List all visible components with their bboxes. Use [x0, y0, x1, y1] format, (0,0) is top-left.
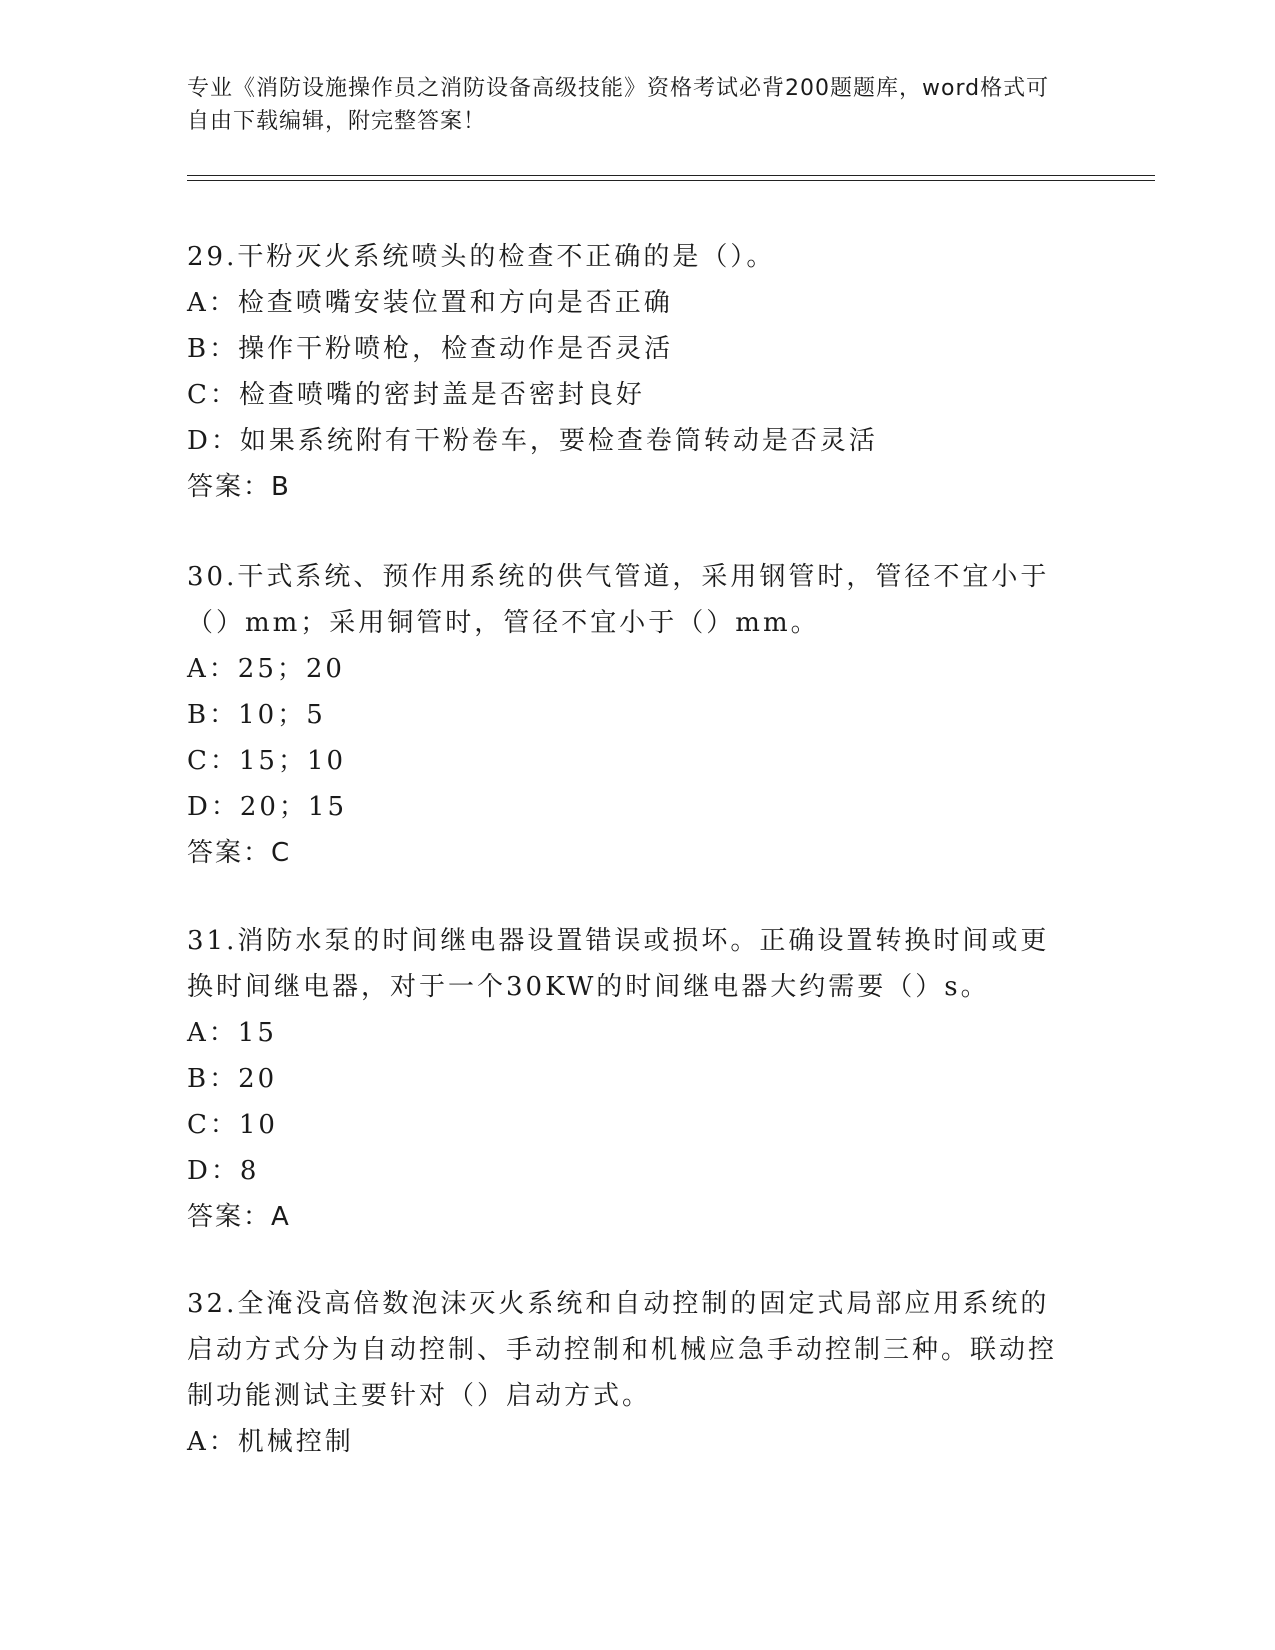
option-a: A：15 [187, 1018, 277, 1048]
option-d: D：如果系统附有干粉卷车，要检查卷筒转动是否灵活 [187, 426, 878, 456]
option-c: C：15；10 [187, 746, 347, 776]
option-d: D：8 [187, 1156, 260, 1186]
option-a: A：25；20 [187, 654, 345, 684]
option-d: D：20；15 [187, 792, 348, 822]
document-header: 专业《消防设施操作员之消防设备高级技能》资格考试必背200题题库，word格式可自由下载编辑，附完整答案！ [187, 76, 1050, 134]
question-stem: 31.消防水泵的时间继电器设置错误或损坏。正确设置转换时间或更换时间继电器，对于一个30KW的时间继电器大约需要（）s。 [187, 926, 1050, 1002]
option-a: A：检查喷嘴安装位置和方向是否正确 [187, 288, 673, 318]
question-29 [187, 234, 1077, 510]
option-b: B：20 [187, 1064, 278, 1094]
question-stem: 32.全淹没高倍数泡沫灭火系统和自动控制的固定式局部应用系统的启动方式分为自动控制、手动控制和机械应急手动控制三种。联动控制功能测试主要针对（）启动方式。 [187, 1289, 1058, 1411]
question-32 [187, 1281, 1077, 1465]
question-31 [187, 918, 1077, 1240]
option-a: A：机械控制 [187, 1427, 354, 1457]
answer: 答案：A [187, 1202, 291, 1232]
option-b: B：操作干粉喷枪，检查动作是否灵活 [187, 334, 674, 364]
option-c: C：检查喷嘴的密封盖是否密封良好 [187, 380, 645, 410]
option-c: C：10 [187, 1110, 278, 1140]
question-stem: 29.干粉灭火系统喷头的检查不正确的是（）。 [187, 242, 776, 272]
option-b: B：10；5 [187, 700, 326, 730]
answer: 答案：B [187, 472, 291, 502]
header-divider-top [187, 175, 1155, 176]
header-divider-bottom [187, 180, 1155, 181]
question-30 [187, 554, 1077, 876]
question-stem: 30.干式系统、预作用系统的供气管道，采用钢管时，管径不宜小于（）mm；采用铜管时，管径不宜小于（）mm。 [187, 562, 1050, 638]
answer: 答案：C [187, 838, 292, 868]
